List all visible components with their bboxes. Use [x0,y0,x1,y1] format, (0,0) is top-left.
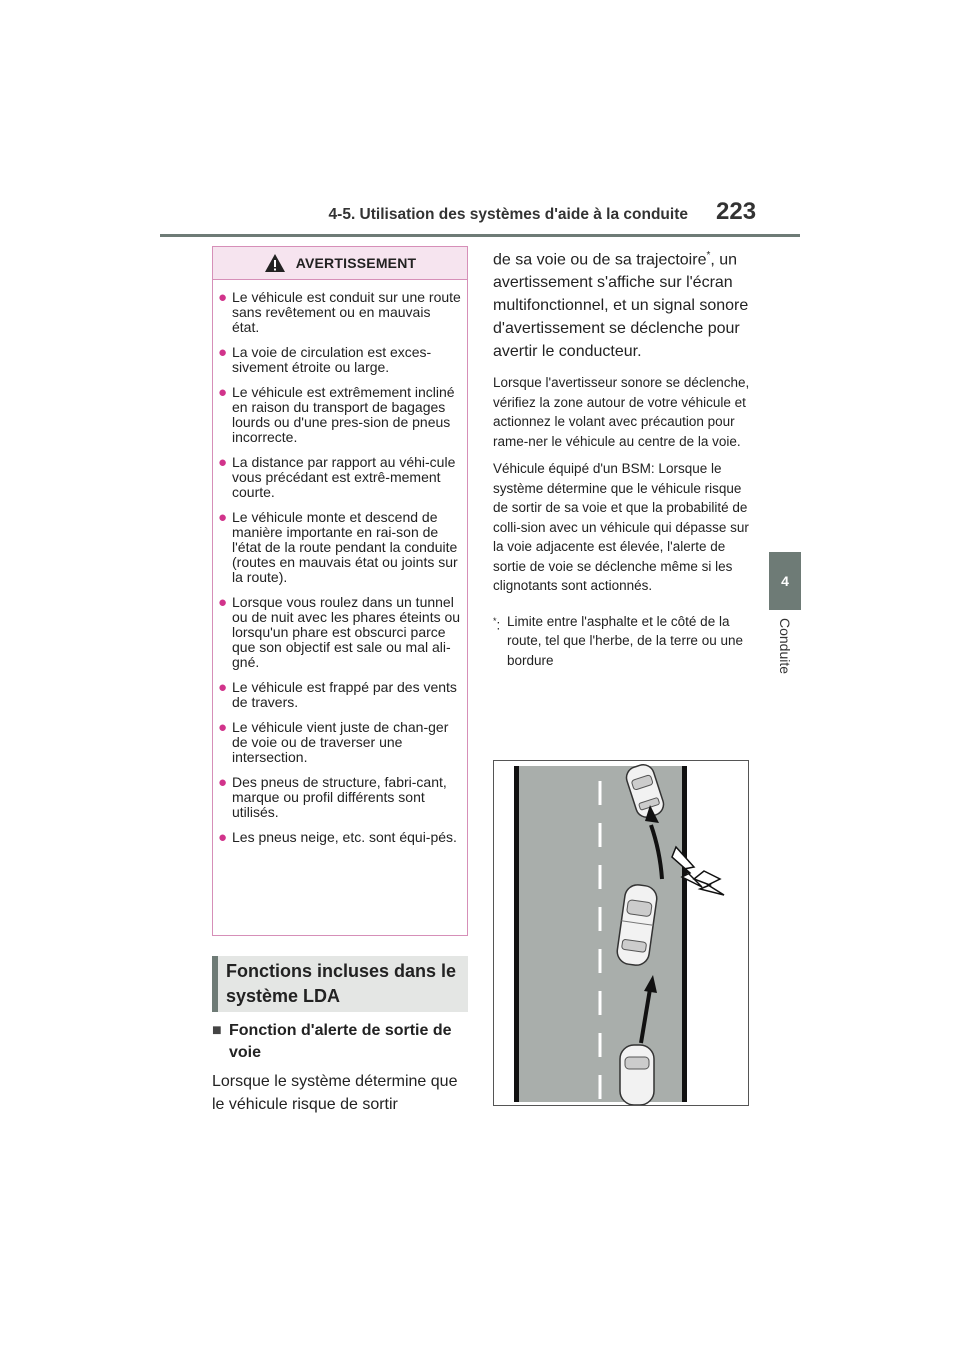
bsm-note-paragraph: Véhicule équipé d'un BSM: Lorsque le système détermine que le véhicule risque de sortir de sa voie et que la probabilité de colli-sion avec un véhicule qui dépasse sur la voie adjacente est élevée, l'alerte de sortie de voie se déclenche même si les clignotants sont actionnés. [493,461,749,594]
bullet-icon: ● [218,829,228,846]
warning-item: ● La distance par rapport au véhi-cule vous précédant est extrê-mement courte. [218,454,456,500]
bullet-icon: ● [218,344,228,361]
bullet-icon: ● [218,594,228,611]
warning-item: ● La voie de circulation est exces-sivement étroite ou large. [218,344,432,375]
right-column [493,244,755,670]
square-bullet-icon: ■ [212,1022,222,1039]
section-heading: Fonctions incluses dans le système LDA [212,956,468,1012]
warning-title: AVERTISSEMENT [295,255,417,271]
warning-item: ● Le véhicule est extrêmement incliné en raison du transport de bagages lourds ou d'une pres-sion de pneus incorrecte. [218,384,455,445]
subheading: ■ Fonction d'alerte de sortie de voie [212,1022,452,1061]
bullet-icon: ● [218,774,228,791]
warning-triangle-icon [264,253,286,273]
body-paragraph-continued: de sa voie ou de sa trajectoire*, un avertissement s'affiche sur l'écran multifonctionnel, et un signal sonore d'avertissement se déclenche pour avertir le conducteur. [493,250,749,361]
bullet-icon: ● [218,454,228,471]
bullet-icon: ● [218,679,228,696]
warning-item: ● Les pneus neige, etc. sont équi-pés. [218,829,457,846]
warning-box [212,246,468,936]
warning-item: ● Le véhicule monte et descend de manière importante en rai-son de l'état de la route pendant la conduite (routes en mauvais état ou joints sur la route). [218,509,458,585]
chapter-tab: 4 [769,552,801,610]
bullet-icon: ● [218,384,228,401]
bullet-icon: ● [218,289,228,306]
warning-header [213,247,467,280]
page-header-title: 4-5. Utilisation des systèmes d'aide à la conduite [328,206,688,223]
warning-item: ● Le véhicule est conduit sur une route sans revêtement ou en mauvais état. [218,289,461,335]
warning-list [213,280,467,845]
chapter-label: Conduite [777,618,793,675]
warning-item: ● Le véhicule est frappé par des vents de travers. [218,679,457,710]
footnote: *: Limite entre l'asphalte et le côté de la route, tel que l'herbe, de la terre ou une bordure [493,613,743,668]
lane-departure-illustration [493,760,749,1106]
page-number: 223 [716,198,757,225]
car-top-icon [620,1045,654,1105]
header-rule [160,234,800,237]
note-paragraph: Lorsque l'avertisseur sonore se déclenche, vérifiez la zone autour de votre véhicule et actionnez le volant avec précaution pour rame-ner le véhicule au centre de la voie. [493,375,750,449]
bullet-icon: ● [218,509,228,526]
warning-item: ● Des pneus de structure, fabri-cant, marque ou profil différents sont utilisés. [218,774,447,820]
body-paragraph-start: Lorsque le système détermine que le véhicule risque de sortir [212,1073,458,1113]
warning-item: ● Lorsque vous roulez dans un tunnel ou de nuit avec les phares éteints ou lorsqu'un phare est obscurci parce que son objectif est sale ou mal ali-gné. [218,594,461,670]
warning-item: ● Le véhicule vient juste de chan-ger de voie ou de traverser une intersection. [218,719,449,765]
bullet-icon: ● [218,719,228,736]
